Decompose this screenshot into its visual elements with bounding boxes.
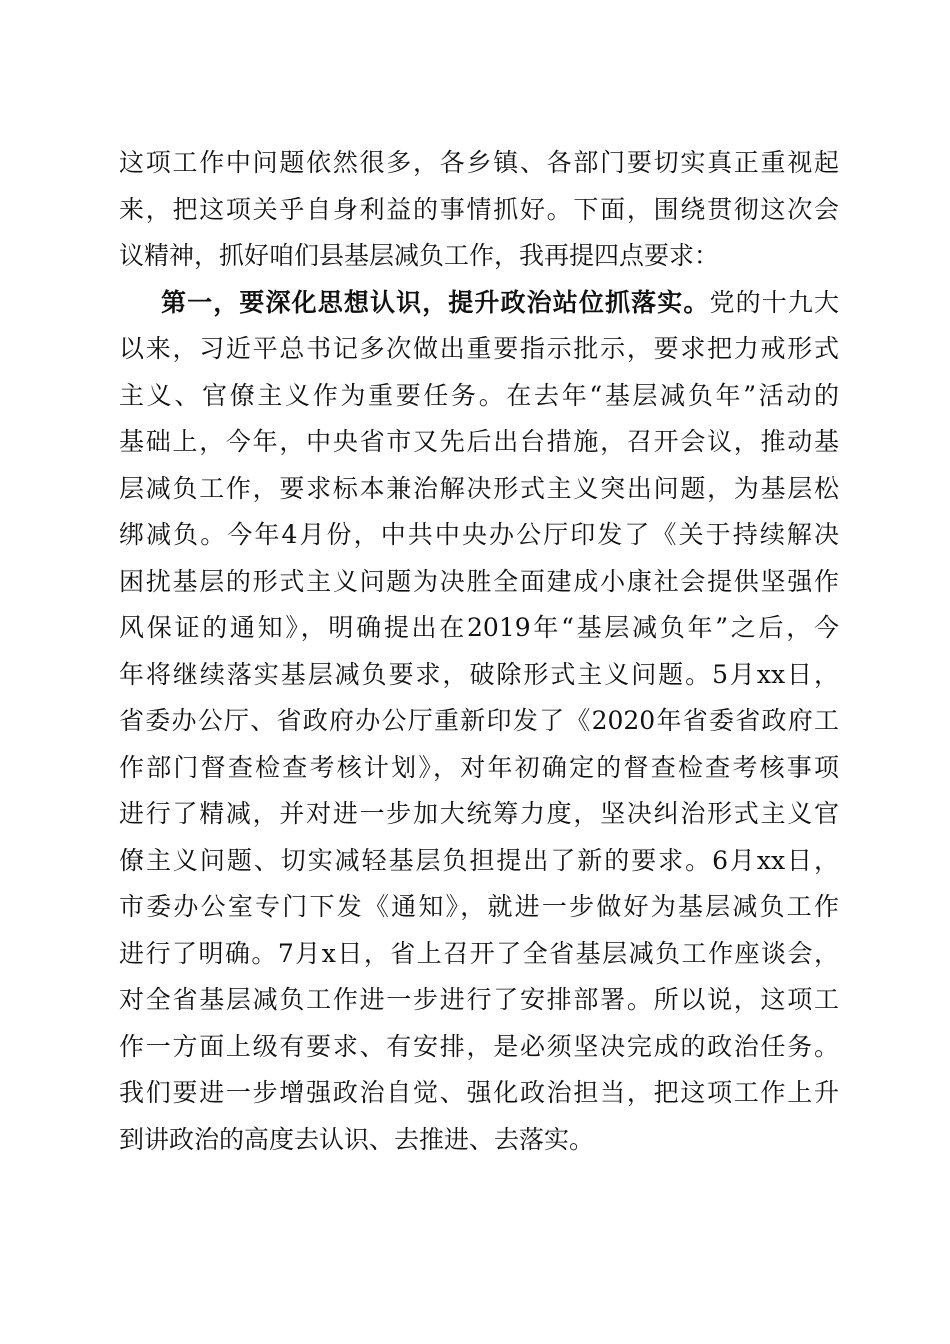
paragraph-2-line-1-rest: 党的十九大 <box>709 287 839 317</box>
paragraph-2-line-7: 困扰基层的形式主义问题为决胜全面建成小康社会提供坚强作 <box>119 566 839 596</box>
document-body <box>119 140 839 1163</box>
paragraph-2-line-19: 到讲政治的高度去认识、去推进、去落实。 <box>119 1124 595 1154</box>
paragraph-2-line-8: 风保证的通知》，明确提出在2019年“基层减负年”之后，今 <box>119 613 839 642</box>
paragraph-2-line-18: 我们要进一步增强政治自觉、强化政治担当，把这项工作上升 <box>119 1078 839 1107</box>
paragraph-2-line-4: 基础上，今年，中央省市又先后出台措施，召开会议，推动基 <box>119 427 839 456</box>
paragraph-1-line-1: 这项工作中问题依然很多，各乡镇、各部门要切实真正重视起 <box>119 148 839 177</box>
paragraph-2-line-16: 对全省基层减负工作进一步进行了安排部署。所以说，这项工 <box>119 985 839 1014</box>
paragraph-2-line-1 <box>119 280 839 327</box>
paragraph-2-line-14: 市委办公室专门下发《通知》，就进一步做好为基层减负工作 <box>119 892 839 921</box>
paragraph-2-line-9: 年将继续落实基层减负要求，破除形式主义问题。5月xx日， <box>119 659 839 689</box>
paragraph-2-line-3: 主义、官僚主义作为重要任务。在去年“基层减负年”活动的 <box>119 380 839 410</box>
paragraph-2-line-12: 进行了精减，并对进一步加大统筹力度，坚决纠治形式主义官 <box>119 799 839 828</box>
paragraph-2-line-17: 作一方面上级有要求、有安排，是必须坚决完成的政治任务。 <box>119 1031 839 1061</box>
paragraph-2-line-5: 层减负工作，要求标本兼治解决形式主义突出问题，为基层松 <box>119 473 839 503</box>
paragraph-2-line-6: 绑减负。今年4月份，中共中央办公厅印发了《关于持续解决 <box>119 520 839 549</box>
paragraph-1-line-2: 来，把这项关乎自身利益的事情抓好。下面，围绕贯彻这次会 <box>119 194 839 224</box>
paragraph-1-line-3: 议精神，抓好咱们县基层减负工作，我再提四点要求： <box>119 241 720 270</box>
section-heading: 第一，要深化思想认识，提升政治站位抓落实。 <box>161 287 710 317</box>
paragraph-2-line-2: 以来，习近平总书记多次做出重要指示批示，要求把力戒形式 <box>119 334 839 363</box>
paragraph-2-line-11: 作部门督查检查考核计划》，对年初确定的督查检查考核事项 <box>119 752 839 782</box>
paragraph-2-line-10: 省委办公厅、省政府办公厅重新印发了《2020年省委省政府工 <box>119 706 839 735</box>
paragraph-2-line-13: 僚主义问题、切实减轻基层负担提出了新的要求。6月xx日， <box>119 845 839 875</box>
paragraph-2-line-15: 进行了明确。7月x日，省上召开了全省基层减负工作座谈会， <box>119 938 839 968</box>
